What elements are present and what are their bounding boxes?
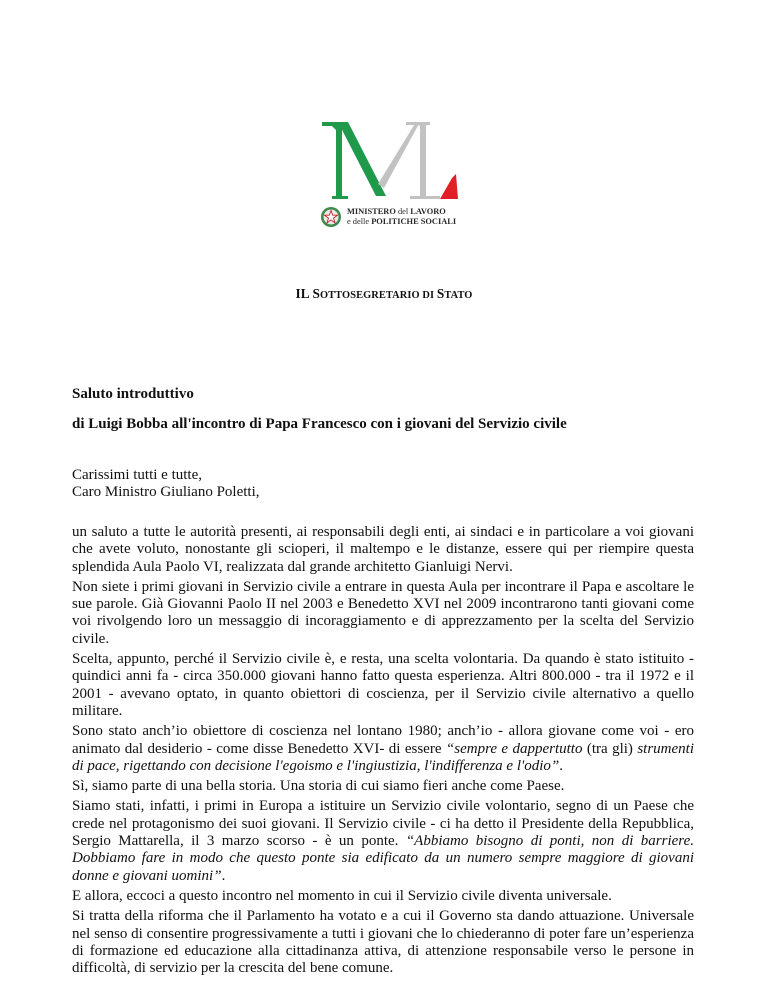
paragraph bbox=[72, 579, 694, 648]
paragraph-text: Sì, siamo parte di una bella storia. Una storia di cui siamo fieri anche come Paese. bbox=[72, 778, 565, 795]
paragraph-text: Si tratta della riforma che il Parlamento ha votato e a cui il Governo sta dando attuazione. Universale nel senso di consentire progressivamente a tutti i giovani che lo chiederanno di poter fare un’esperienza di formazione ed educazione alla cittadinanza attiva, di attenzione responsabile verso le persone in difficoltà, di servizio per la crescita del bene comune. bbox=[72, 908, 694, 977]
quote-text: “Abbiamo bisogno di ponti, non di barriere. Dobbiamo fare in modo che questo ponte sia edificato da un numero sempre maggiore di giovani donne e giovani uomini” bbox=[72, 833, 694, 884]
speech-text bbox=[72, 524, 694, 980]
ministry-name-line1-c: LAVORO bbox=[410, 207, 446, 216]
ministry-logo bbox=[318, 118, 468, 238]
document-heading: Saluto introduttivo bbox=[72, 386, 194, 402]
greeting-line: Caro Ministro Giuliano Poletti, bbox=[72, 484, 260, 501]
paragraph-text: Non siete i primi giovani in Servizio civile a entrare in questa Aula per incontrare il Papa e ascoltare le sue parole. Già Giovanni Paolo II nel 2003 e Benedetto XVI nel 2009 incontrarono tanti giovani come voi rivolgendo loro un messaggio di incoraggiamento e di apprezzamento per la scelta del Servizio civile. bbox=[72, 578, 694, 647]
paragraph-text: E allora, eccoci a questo incontro nel momento in cui il Servizio civile diventa universale. bbox=[72, 887, 612, 904]
paragraph-text: Scelta, appunto, perché il Servizio civile è, e resta, una scelta volontaria. Da quando è stato istituito - quindici anni fa - circa 350.000 giovani hanno fatto questa esperienza. Altri 800.000 - tra il 1972 e il 2001 - avevano optato, in quanto obiettori di coscienza, per il Servizio civile alternativo a quello militare. bbox=[72, 651, 694, 719]
quote-text: strumenti di pace, rigettando con decisione l'egoismo e l'ingiustizia, l'indifferenza e l'odio” bbox=[72, 740, 695, 774]
ministry-name-line2-a: e delle bbox=[347, 217, 372, 226]
paragraph-text: . bbox=[221, 867, 226, 884]
ministry-name-line1-b: del bbox=[395, 207, 411, 216]
monogram-l-gray bbox=[378, 122, 440, 199]
greeting bbox=[72, 467, 260, 502]
office-title-il: IL bbox=[295, 286, 313, 301]
ministry-name-line1-a: MINISTERO bbox=[347, 207, 396, 216]
office-title bbox=[0, 286, 768, 302]
paragraph-text: Siamo stati, infatti, i primi in Europa a istituire un Servizio civile volontario, segno di un Paese che crede nel protagonismo dei suoi giovani. Il Servizio civile - ci ha detto il Presidente della Repubblica, Sergio Mattarella, il 3 marzo scorso - è un ponte. bbox=[72, 798, 694, 850]
monogram-red-accent bbox=[440, 174, 458, 199]
italian-republic-emblem-icon bbox=[320, 206, 342, 228]
quote-text: “sempre e dappertutto bbox=[445, 740, 583, 757]
ministry-name bbox=[347, 207, 456, 227]
paragraph bbox=[72, 908, 694, 977]
paragraph bbox=[72, 798, 694, 884]
paragraph bbox=[72, 651, 694, 720]
paragraph-text: Sono stato anch’io obiettore di coscienza nel lontano 1980; anch’io - allora giovane come voi - ero animato dal desiderio - come disse Benedetto XVI- di essere bbox=[72, 723, 694, 757]
ml-monogram-icon bbox=[318, 118, 463, 200]
paragraph bbox=[72, 723, 694, 775]
office-title-di: DI bbox=[422, 290, 437, 301]
paragraph-text: . bbox=[559, 757, 563, 774]
document-subheading: di Luigi Bobba all'incontro di Papa Francesco con i giovani del Servizio civile bbox=[72, 416, 567, 432]
paragraph bbox=[72, 778, 694, 795]
office-title-s-rest: OTTOSEGRETARIO bbox=[319, 290, 423, 301]
paragraph-text: (tra gli) bbox=[582, 740, 638, 757]
paragraph-text: un saluto a tutte le autorità presenti, ai responsabili degli enti, ai sindaci e in particolare a voi giovani che avete voluto, nonostante gli scioperi, il maltempo e le distanze, essere qui per riempire questa splendida Aula Paolo VI, realizzata dal grande architetto Gianluigi Nervi. bbox=[72, 524, 694, 575]
office-title-st: S bbox=[436, 286, 445, 301]
paragraph bbox=[72, 524, 694, 576]
office-title-s: S bbox=[312, 286, 320, 301]
ministry-name-line2-b: POLITICHE SOCIALI bbox=[371, 217, 457, 226]
office-title-st-rest: TATO bbox=[444, 290, 473, 301]
monogram-m-green bbox=[322, 122, 386, 199]
paragraph bbox=[72, 888, 694, 905]
greeting-line: Carissimi tutti e tutte, bbox=[72, 467, 202, 483]
